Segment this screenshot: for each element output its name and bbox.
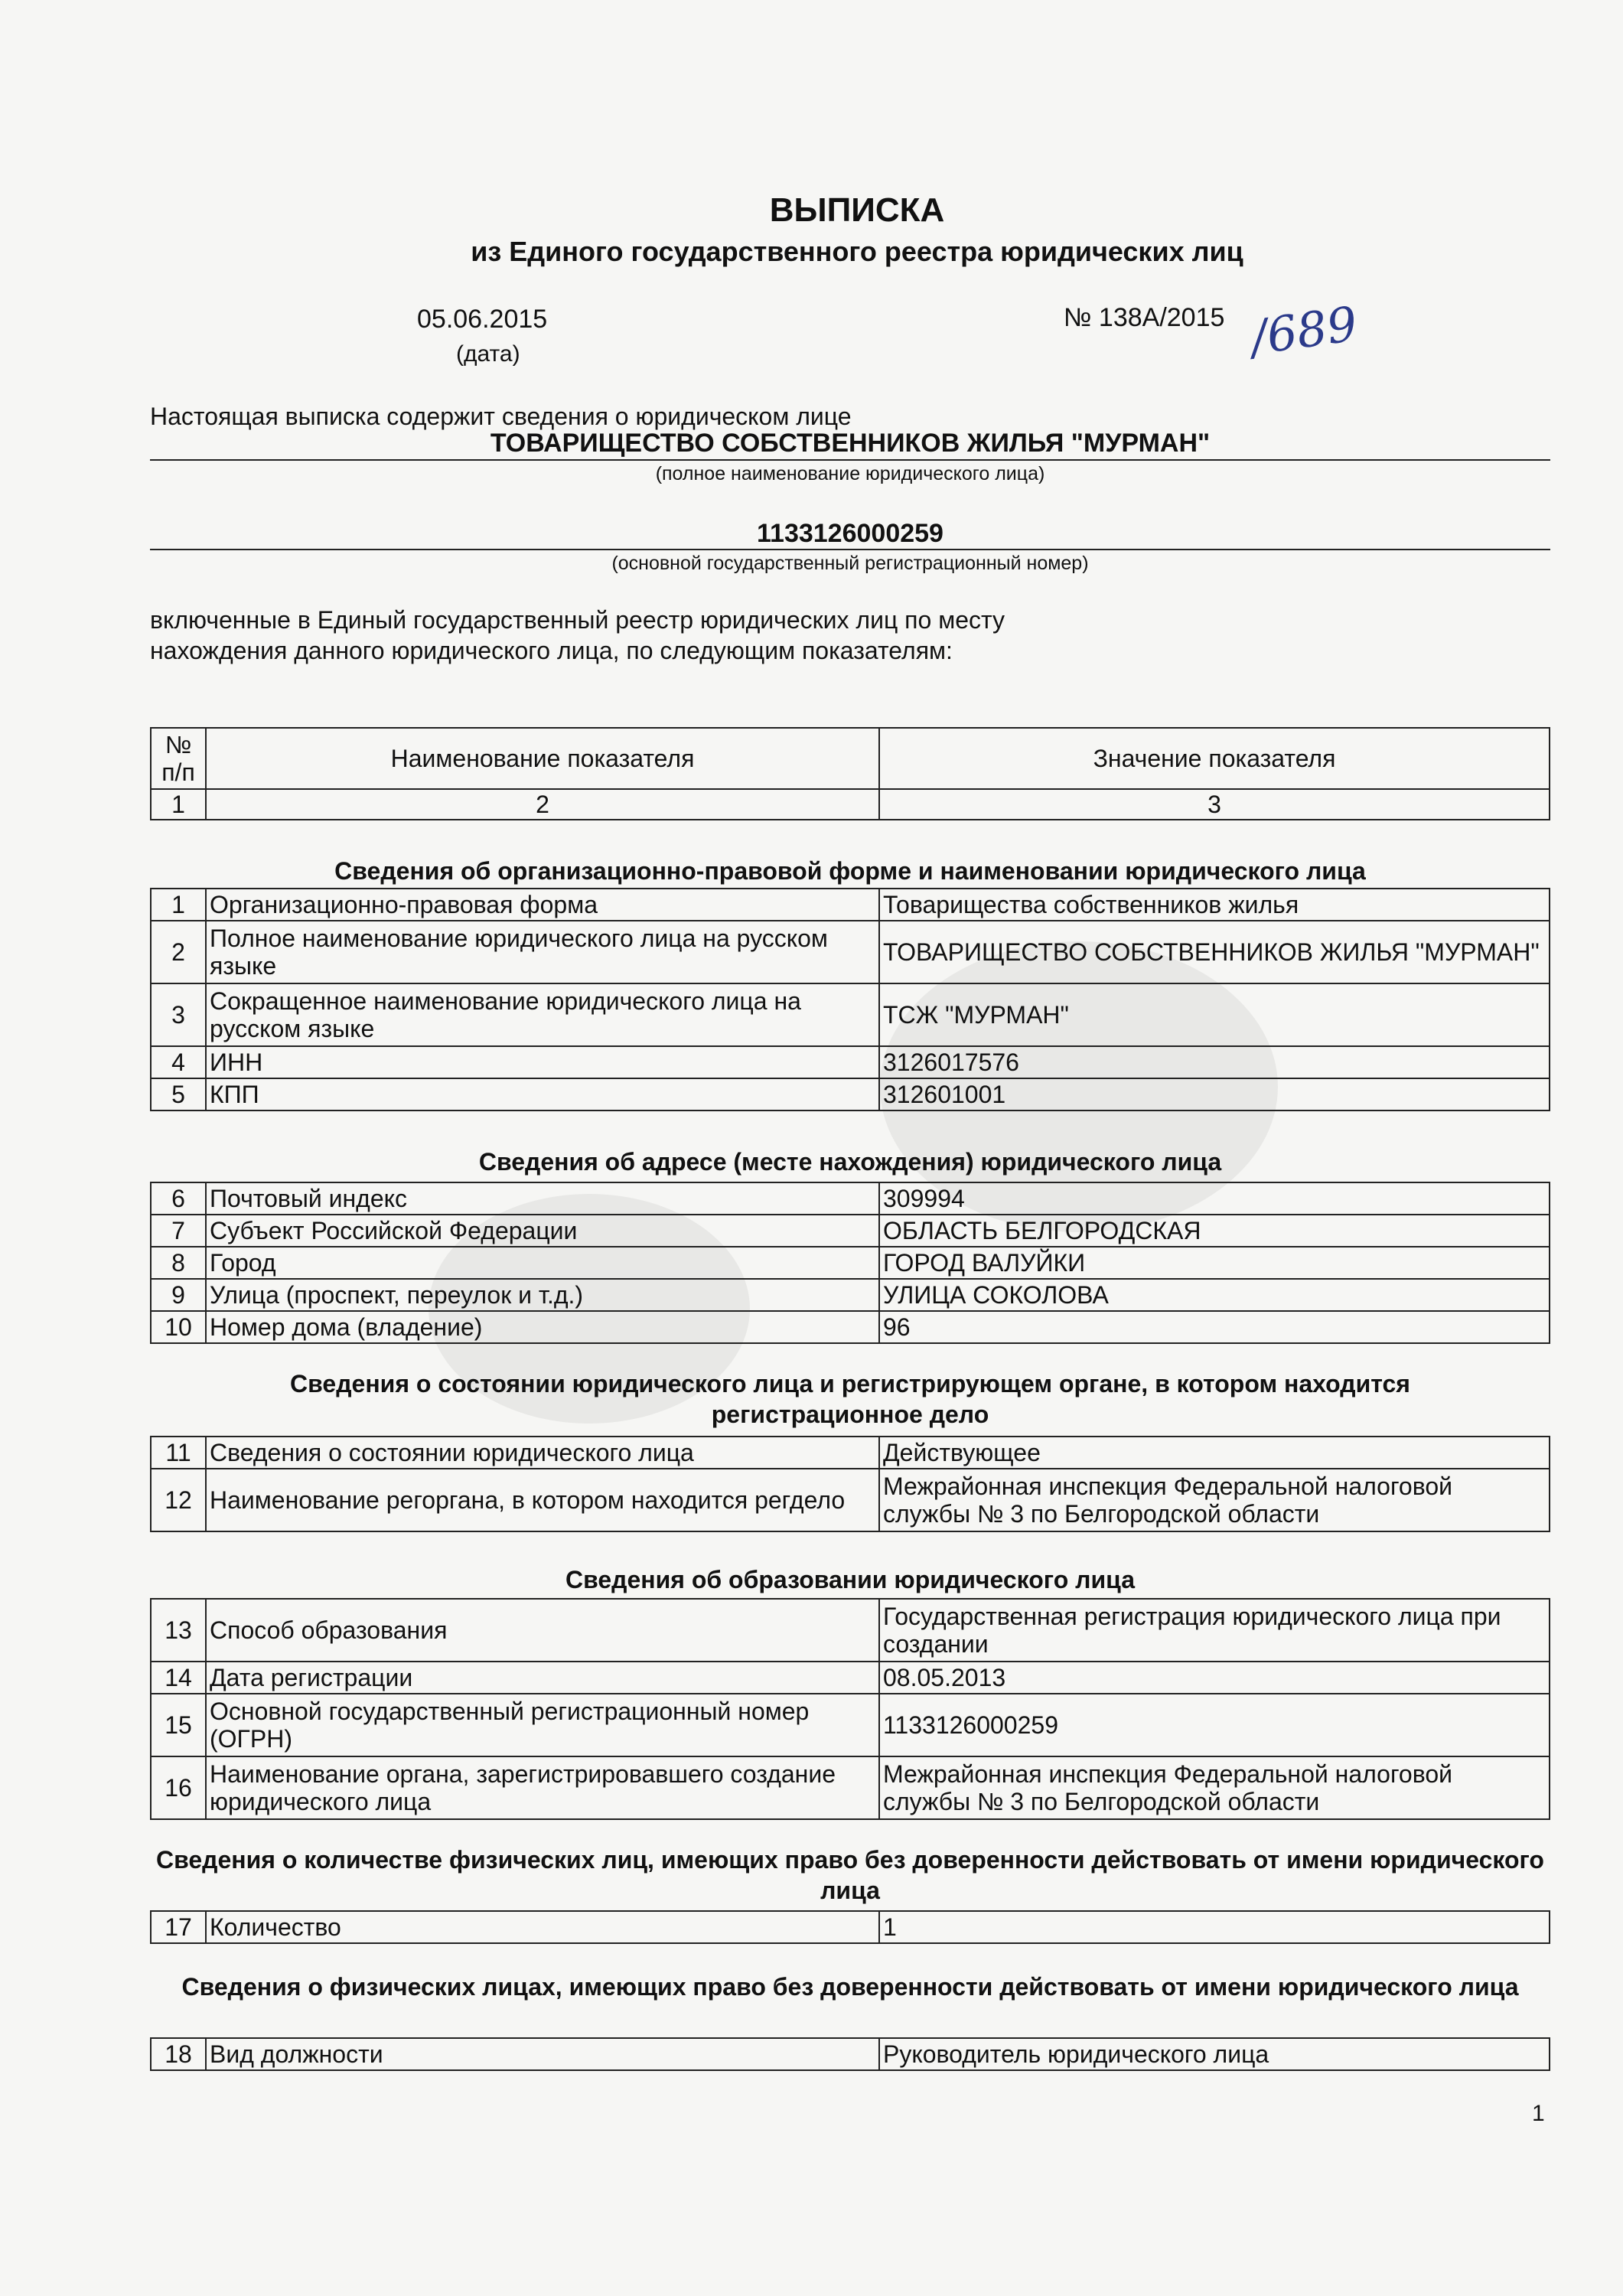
section-title: Сведения об организационно-правовой форме и наименовании юридического лица	[334, 857, 1366, 885]
section-table	[150, 1598, 1550, 1820]
table-row: 10 Номер дома (владение) 96	[151, 1311, 1550, 1343]
table-row: 9 Улица (проспект, переулок и т.д.) УЛИЦА СОКОЛОВА	[151, 1279, 1550, 1311]
col-number-header: № п/п	[151, 728, 206, 789]
table-row: 13 Способ образования Государственная регистрация юридического лица при создании	[151, 1599, 1550, 1662]
document-number: № 138А/2015	[1064, 303, 1225, 332]
section-title: Сведения о количестве физических лиц, имеющих право без доверенности действовать от имени юридического лица	[156, 1846, 1544, 1904]
table-row: 1 Организационно-правовая форма Товарищества собственников жилья	[151, 889, 1550, 921]
section-table	[150, 2037, 1550, 2071]
table-row: 5 КПП 312601001	[151, 1078, 1550, 1110]
table-row: 6 Почтовый индекс 309994	[151, 1182, 1550, 1215]
svg-text:/689: /689	[1247, 295, 1361, 366]
ogrn-value: 1133126000259	[757, 519, 943, 548]
org-name-caption: (полное наименование юридического лица)	[655, 463, 1045, 484]
table-row: 3 Сокращенное наименование юридического лица на русском языке ТСЖ "МУРМАН"	[151, 983, 1550, 1046]
section-title: Сведения об образовании юридического лица	[565, 1566, 1135, 1593]
intro-text: Настоящая выписка содержит сведения о юридическом лице	[150, 403, 852, 430]
col-name-header: Наименование показателя	[206, 728, 879, 789]
table-row: 17 Количество 1	[151, 1911, 1550, 1943]
page-number: 1	[1532, 2101, 1545, 2126]
table-row: 2 Полное наименование юридического лица на русском языке ТОВАРИЩЕСТВО СОБСТВЕННИКОВ ЖИЛЬЯ "МУРМАН"	[151, 921, 1550, 983]
table-row: 15 Основной государственный регистрационный номер (ОГРН) 1133126000259	[151, 1694, 1550, 1756]
table-row: 7 Субъект Российской Федерации ОБЛАСТЬ БЕЛГОРОДСКАЯ	[151, 1215, 1550, 1247]
table-row: 16 Наименование органа, зарегистрировавшего создание юридического лица Межрайонная инспекция Федеральной налоговой службы № 3 по Белгородской области	[151, 1756, 1550, 1819]
org-underline	[150, 459, 1550, 461]
document-date: 05.06.2015	[417, 305, 548, 334]
header-table	[150, 727, 1550, 820]
org-full-name: ТОВАРИЩЕСТВО СОБСТВЕННИКОВ ЖИЛЬЯ "МУРМАН"	[490, 429, 1211, 458]
ogrn-underline	[150, 549, 1550, 550]
included-text: включенные в Единый государственный реестр юридических лиц по месту нахождения данного юридического лица, по следующим показателям:	[150, 606, 1005, 664]
table-row: 12 Наименование регоргана, в котором находится регдело Межрайонная инспекция Федеральной налоговой службы № 3 по Белгородской области	[151, 1469, 1550, 1531]
document-subtitle: из Единого государственного реестра юридических лиц	[471, 236, 1243, 267]
table-row: 4 ИНН 3126017576	[151, 1046, 1550, 1078]
date-caption: (дата)	[456, 341, 520, 367]
col-index-3: 3	[879, 789, 1550, 820]
section-table	[150, 1436, 1550, 1532]
ogrn-caption: (основной государственный регистрационный номер)	[611, 553, 1089, 574]
section-title: Сведения об адресе (месте нахождения) юридического лица	[478, 1148, 1222, 1176]
col-value-header: Значение показателя	[879, 728, 1550, 789]
table-row: 8 Город ГОРОД ВАЛУЙКИ	[151, 1247, 1550, 1279]
table-row: 14 Дата регистрации 08.05.2013	[151, 1662, 1550, 1694]
col-index-1: 1	[151, 789, 206, 820]
section-table	[150, 1182, 1550, 1344]
document-title: ВЫПИСКА	[769, 191, 945, 229]
section-title: Сведения о физических лицах, имеющих право без доверенности действовать от имени юридического лица	[181, 1973, 1519, 2001]
section-table	[150, 888, 1550, 1111]
section-table	[150, 1910, 1550, 1944]
section-title: Сведения о состоянии юридического лица и регистрирующем органе, в котором находится регистрационное дело	[290, 1370, 1410, 1428]
table-row: 11 Сведения о состоянии юридического лица Действующее	[151, 1437, 1550, 1469]
col-index-2: 2	[206, 789, 879, 820]
handwritten-number	[1243, 291, 1381, 375]
table-row: 18 Вид должности Руководитель юридического лица	[151, 2038, 1550, 2070]
